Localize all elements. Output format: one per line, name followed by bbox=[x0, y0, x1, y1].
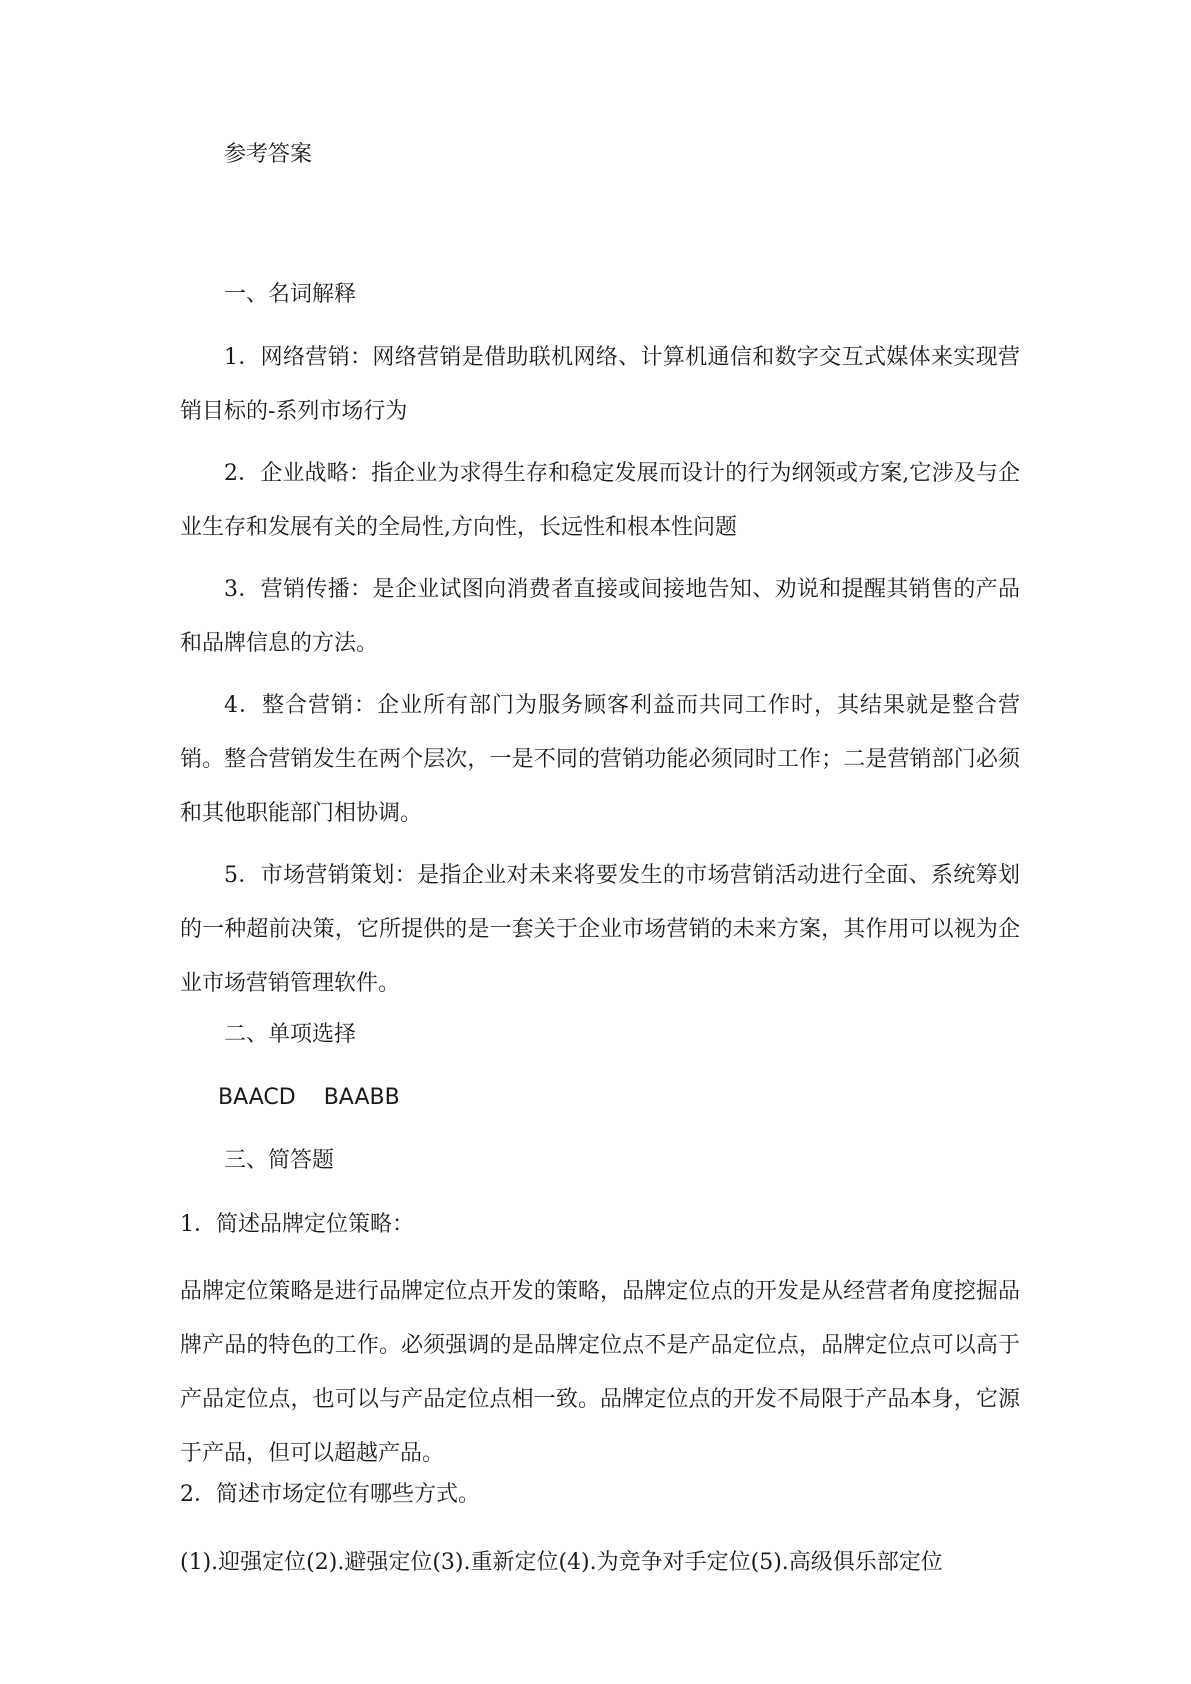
term-item-2: 2．企业战略：指企业为求得生存和稳定发展而设计的行为纲领或方案,它涉及与企业生存和发展有关的全局性,方向性，长远性和根本性问题 bbox=[180, 461, 1020, 540]
term-item-5: 5．市场营销策划：是指企业对未来将要发生的市场营销活动进行全面、系统筹划的一种超前决策，它所提供的是一套关于企业市场营销的未来方案，其作用可以视为企业市场营销管理软件。 bbox=[180, 863, 1020, 996]
section-heading-terms: 一、名词解释 bbox=[224, 282, 357, 307]
term-item-1: 1．网络营销：网络营销是借助联机网络、计算机通信和数字交互式媒体来实现营销目标的-系列市场行为 bbox=[180, 345, 1020, 424]
term-item-4: 4．整合营销：企业所有部门为服务顾客利益而共同工作时，其结果就是整合营销。整合营销发生在两个层次，一是不同的营销功能必须同时工作；二是营销部门必须和其他职能部门相协调。 bbox=[180, 693, 1020, 826]
choice-answers: BAACD BAABB bbox=[218, 1085, 400, 1110]
question-1: 1．简述品牌定位策略： bbox=[180, 1212, 414, 1237]
section-heading-choice: 二、单项选择 bbox=[224, 1022, 357, 1047]
section-heading-short-answer: 三、简答题 bbox=[224, 1148, 335, 1173]
term-item-3: 3．营销传播：是企业试图向消费者直接或间接地告知、劝说和提醒其销售的产品和品牌信息的方法。 bbox=[180, 577, 1020, 656]
answer-1: 品牌定位策略是进行品牌定位点开发的策略，品牌定位点的开发是从经营者角度挖掘品牌产品的特色的工作。必须强调的是品牌定位点不是产品定位点，品牌定位点可以高于产品定位点，也可以与产品定位点相一致。品牌定位点的开发不局限于产品本身，它源于产品，但可以超越产品。 bbox=[180, 1279, 1020, 1466]
answer-2: (1).迎强定位(2).避强定位(3).重新定位(4).为竞争对手定位(5).高级俱乐部定位 bbox=[180, 1550, 943, 1575]
document-title: 参考答案 bbox=[224, 142, 313, 167]
question-2: 2．简述市场定位有哪些方式。 bbox=[180, 1482, 480, 1507]
